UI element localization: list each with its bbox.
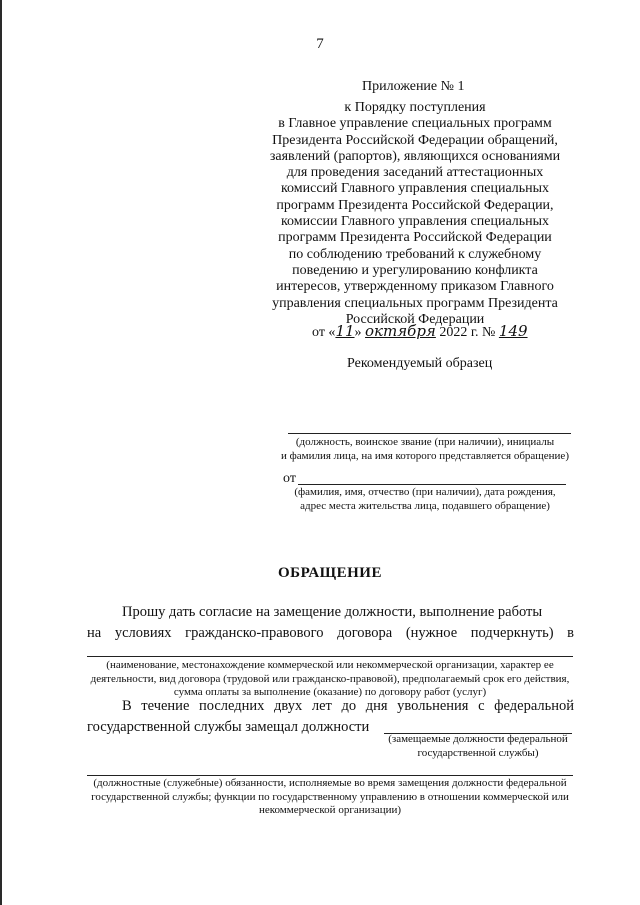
from-label: от <box>283 471 296 486</box>
from-caption <box>270 486 580 513</box>
order-prefix: от « <box>312 325 336 340</box>
page-number: 7 <box>316 36 324 52</box>
appendix-line: комиссии Главного управления специальных <box>280 214 550 230</box>
request-line-2: на условиях гражданско-правового договора (нужное подчеркнуть) в <box>87 625 574 641</box>
order-year: 2022 г. № <box>439 325 496 340</box>
caption-line: (должностные (служебные) обязанности, исполняемые во время замещения должности федеральной <box>93 777 567 789</box>
addressee-caption <box>255 436 595 463</box>
document-heading: ОБРАЩЕНИЕ <box>278 565 382 581</box>
appendix-line: для проведения заседаний аттестационных <box>286 165 544 181</box>
request-line-1: Прошу дать согласие на замещение должности, выполнение работы <box>122 604 543 620</box>
appendix-line: по соблюдению требований к служебному <box>288 246 542 262</box>
appendix-line: заявлений (рапортов), являющихся основаниями <box>269 148 561 164</box>
organization-field-line <box>87 656 573 657</box>
appendix-line: управления специальных программ Президента <box>272 295 558 311</box>
order-mid: » <box>354 325 362 340</box>
duties-caption <box>80 777 580 818</box>
order-month: октября <box>365 322 436 340</box>
from-field-line <box>298 484 566 485</box>
appendix-line: интересов, утвержденному приказом Главного <box>276 279 554 295</box>
positions-caption <box>378 733 578 760</box>
caption-line: (наименование, местонахождение коммерческой или некоммерческой организации, характер ее <box>106 659 554 671</box>
appendix-line: к Порядку поступления <box>344 100 486 115</box>
appendix-title: Приложение № 1 <box>362 79 465 94</box>
organization-caption <box>80 659 580 700</box>
caption-line: деятельности, вид договора (трудовой или гражданско-правовой), предполагаемый срок его действия, <box>90 672 570 685</box>
caption-line: (фамилия, имя, отчество (при наличии), дата рождения, <box>294 486 556 498</box>
appendix-reference <box>245 100 585 328</box>
appendix-line: поведению и урегулированию конфликта <box>292 262 538 278</box>
appendix-line: комиссий Главного управления специальных <box>280 181 550 197</box>
appendix-line: Российской Федерации <box>345 311 485 327</box>
caption-line: и фамилия лица, на имя которого представляется обращение) <box>281 449 569 462</box>
addressee-field-line <box>288 433 571 434</box>
service-line-2: государственной службы замещал должности <box>87 719 370 735</box>
service-line-1: В течение последних двух лет до дня увольнения с федеральной <box>122 698 574 714</box>
order-date-line <box>312 322 528 341</box>
appendix-line: Президента Российской Федерации обращений, <box>272 132 558 148</box>
scan-edge <box>0 0 2 905</box>
caption-line: (замещаемые должности федеральной <box>388 733 568 745</box>
appendix-line: программ Президента Российской Федерации <box>278 230 552 246</box>
order-day: 11 <box>335 322 355 340</box>
caption-line: сумма оплаты за выполнение (оказание) по договору работ (услуг) <box>173 686 487 698</box>
caption-line: некоммерческой организации) <box>258 804 402 816</box>
caption-line: (должность, воинское звание (при наличии), инициалы <box>295 436 555 448</box>
appendix-line: в Главное управление специальных программ <box>278 116 552 132</box>
caption-line: государственной службы; функции по государственному управлению в отношении коммерческой или <box>91 790 569 803</box>
order-number: 149 <box>498 322 528 340</box>
caption-line: адрес места жительства лица, подавшего обращение) <box>300 499 550 512</box>
sample-label: Рекомендуемый образец <box>347 356 493 371</box>
duties-field-line <box>87 775 573 776</box>
caption-line: государственной службы) <box>417 746 539 759</box>
appendix-line: программ Президента Российской Федерации, <box>276 197 554 213</box>
